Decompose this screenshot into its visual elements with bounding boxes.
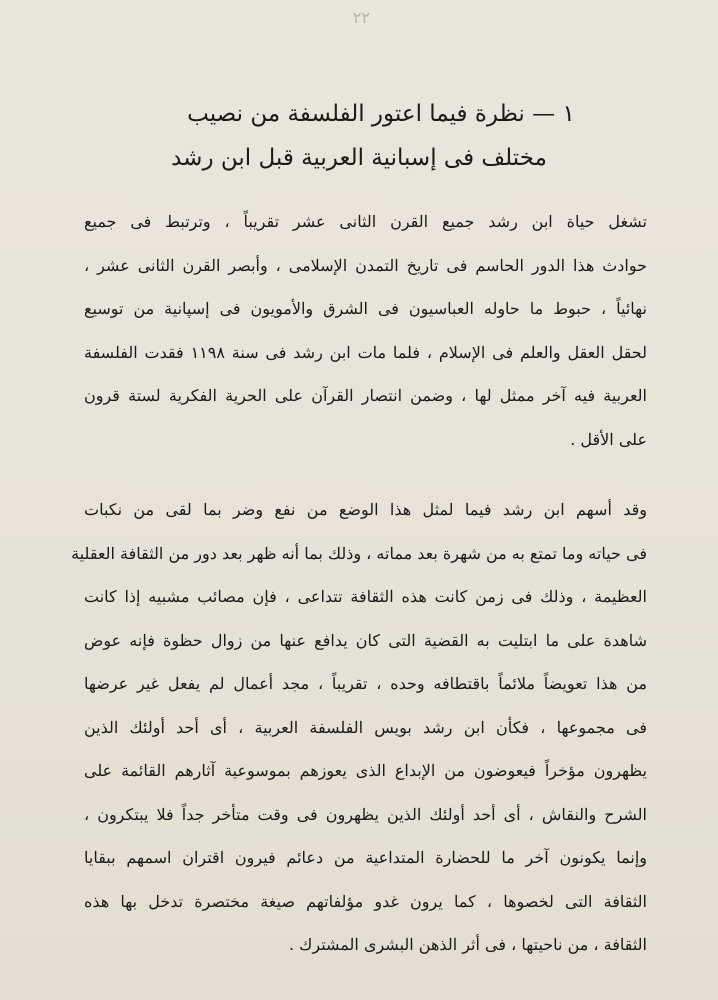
text-line: فى مجموعها ، فكأن ابن رشد بويس الفلسفة العربية ، أى أحد أولئك الذين (84, 717, 647, 737)
text-line: الثقافة التى لخصوها ، كما يرون غدو مؤلفاتهم صيغة مختصرة تدخل بها هذه (84, 891, 647, 911)
text-line: وإنما يكونون آخر ما للحضارة المتداعية من دعائم فيرون اقتران اسمهم ببقايا (84, 848, 647, 867)
text-line: العربية فيه آخر ممثل لها ، وضمن انتصار القرآن على الحرية الفكرية لستة قرون (84, 386, 647, 405)
text-line: وقد أسهم ابن رشد فيما لمثل هذا الوضع من نفع وضر بما لقى من نكبات (84, 500, 647, 519)
text-line: لحقل العقل والعلم فى الإسلام ، فلما مات ابن رشد فى سنة ١١٩٨ فقدت الفلسفة (84, 342, 648, 362)
body-text (71, 200, 648, 967)
chapter-heading (0, 92, 718, 180)
text-line: الشرح والنقاش ، أى أحد أولئك الذين يظهرون فى وقت متأخر جداً فلا يبتكرون ، (84, 804, 647, 824)
text-line: شاهدة على ما ابتليت به القضية التى كان يدافع عنها من زوال حظوة فإنه عوض (84, 630, 648, 650)
text-line: على الأقل . (570, 429, 647, 449)
page-number: ٢٢ (352, 8, 370, 27)
text-line: فى حياته وما تمتع به من شهرة بعد مماته ، وذلك بما أنه ظهر بعد دور من الثقافة العقلية (71, 543, 647, 563)
chapter-title-line-2: مختلف فى إسبانية العربية قبل ابن رشد (171, 145, 547, 171)
text-line: يظهرون مؤخراً فيعوضون من الإبداع الذى يعوزهم بموسوعية آثارهم القائمة على (84, 761, 647, 780)
text-line: تشغل حياة ابن رشد جميع القرن الثانى عشر تقريباً ، وترتبط فى جميع (84, 212, 647, 231)
paragraph-2 (71, 488, 648, 967)
paragraph-1 (84, 200, 647, 461)
text-line: العظيمة ، وذلك فى زمن كانت هذه الثقافة تتداعى ، فإن مصائب مشبيه إذا كانت (84, 587, 647, 606)
text-line: الثقافة ، من ناحيتها ، فى أثر الذهن البشرى المشترك . (289, 935, 647, 954)
chapter-title-line-1: ١ — نظرة فيما اعتور الفلسفة من نصيب (187, 101, 575, 127)
text-line: نهائياً ، حبوط ما حاوله العباسيون فى الشرق والأمويون فى إسپانية من توسيع (84, 299, 647, 318)
text-line: من هذا تعويضاً ملائماً باقتطافه وحده ، تقريباً ، مجد أعمال لم يفعل غير عرضها (84, 674, 647, 693)
text-line: حوادث هذا الدور الحاسم فى تاريخ التمدن الإسلامى ، وأبصر القرن الثانى عشر ، (84, 255, 647, 275)
